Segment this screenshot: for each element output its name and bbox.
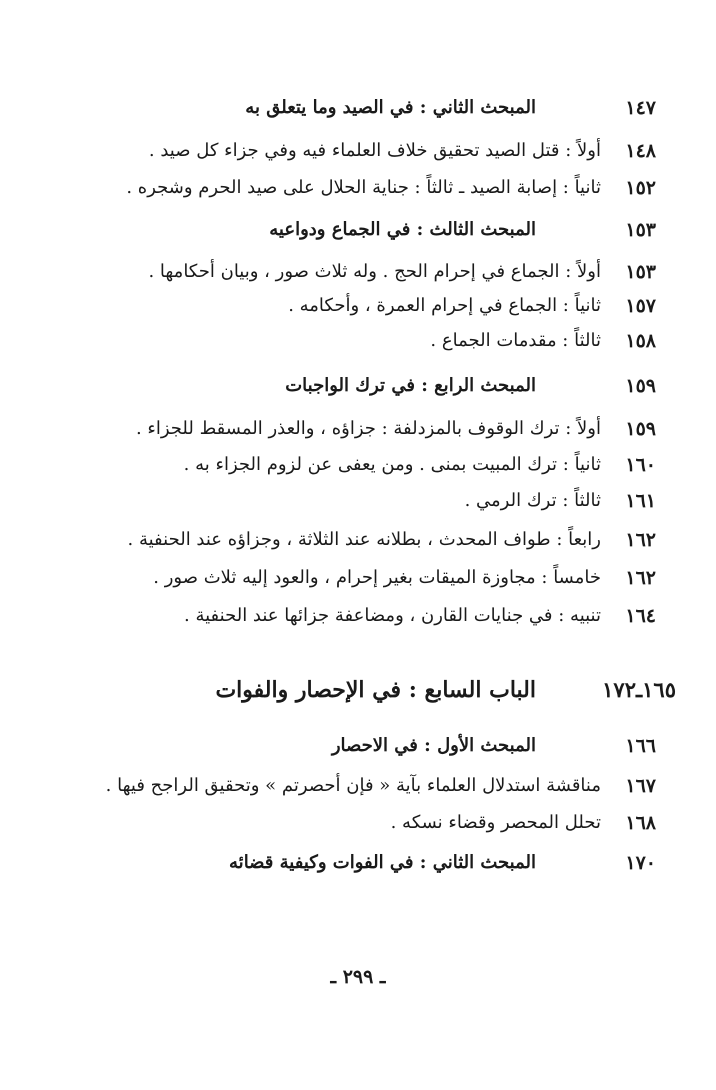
page-number: ١٥٢ (625, 177, 656, 199)
entry-text: ثالثاً : مقدمات الجماع . (430, 330, 601, 351)
section-heading: المبحث الرابع : في ترك الواجبات (285, 375, 536, 396)
toc-entry-row (0, 483, 716, 519)
section-heading: المبحث الثالث : في الجماع ودواعيه (269, 219, 536, 240)
page-footer-number: ـ ٢٩٩ ـ (330, 966, 386, 988)
page-number: ١٦١ (625, 490, 656, 512)
chapter-heading: الباب السابع : في الإحصار والفوات (215, 677, 536, 703)
page-number: ١٦٠ (625, 454, 656, 476)
toc-entry-row (0, 805, 716, 841)
entry-text: أولاً : ترك الوقوف بالمزدلفة : جزاؤه ، والعذر المسقط للجزاء . (135, 418, 601, 439)
entry-text: خامساً : مجاوزة الميقات بغير إحرام ، والعود إليه ثلاث صور . (153, 567, 601, 588)
toc-entry-row (0, 411, 716, 447)
toc-heading-row (0, 845, 716, 881)
entry-text: مناقشة استدلال العلماء بآية « فإن أحصرتم » وتحقيق الراجح فيها . (105, 775, 601, 796)
toc-heading-row (0, 90, 716, 126)
page-number: ١٧٠ (625, 852, 656, 874)
toc-heading-row (0, 212, 716, 248)
entry-text: أولاً : قتل الصيد تحقيق خلاف العلماء فيه وفي جزاء كل صيد . (148, 140, 601, 161)
page-range: ١٦٥ـ١٧٢ (602, 677, 676, 702)
entry-text: ثانياً : ترك المبيت بمنى . ومن يعفى عن لزوم الجزاء به . (183, 454, 601, 475)
page-number: ١٤٨ (625, 140, 656, 162)
entry-text: أولاً : الجماع في إحرام الحج . وله ثلاث صور ، وبيان أحكامها . (148, 261, 601, 282)
page-number: ١٥٨ (625, 330, 656, 352)
entry-text: ثالثاً : ترك الرمي . (464, 490, 601, 511)
page-number: ١٥٩ (625, 418, 656, 440)
toc-entry-row (0, 323, 716, 359)
chapter-heading-row (0, 672, 716, 708)
entry-text: رابعاً : طواف المحدث ، بطلانه عند الثلاثة ، وجزاؤه عند الحنفية . (127, 529, 601, 550)
entry-text: تحلل المحصر وقضاء نسكه . (390, 812, 601, 833)
toc-entry-row (0, 598, 716, 634)
toc-entry-row (0, 254, 716, 290)
page-number: ١٦٢ (625, 529, 656, 551)
toc-entry-row (0, 560, 716, 596)
section-heading: المبحث الأول : في الاحصار (331, 735, 536, 756)
page-number: ١٦٤ (625, 605, 656, 627)
page-number: ١٤٧ (625, 97, 656, 119)
page-number: ١٥٧ (625, 295, 656, 317)
toc-entry-row (0, 133, 716, 169)
page-number: ١٥٣ (625, 261, 656, 283)
entry-text: تنبيه : في جنايات القارن ، ومضاعفة جزائها عند الحنفية . (184, 605, 601, 626)
page-number: ١٥٩ (625, 375, 656, 397)
toc-entry-row (0, 447, 716, 483)
entry-text: ثانياً : الجماع في إحرام العمرة ، وأحكامه . (288, 295, 601, 316)
page-number: ١٦٨ (625, 812, 656, 834)
page-number: ١٦٦ (625, 735, 656, 757)
page-number: ١٦٧ (625, 775, 656, 797)
section-heading: المبحث الثاني : في الفوات وكيفية قضائه (229, 852, 536, 873)
page-number: ١٦٢ (625, 567, 656, 589)
entry-text: ثانياً : إصابة الصيد ـ ثالثاً : جناية الحلال على صيد الحرم وشجره . (126, 177, 601, 198)
toc-entry-row (0, 768, 716, 804)
toc-entry-row (0, 288, 716, 324)
toc-entry-row (0, 170, 716, 206)
section-heading: المبحث الثاني : في الصيد وما يتعلق به (245, 97, 536, 118)
toc-heading-row (0, 368, 716, 404)
toc-entry-row (0, 522, 716, 558)
toc-heading-row (0, 728, 716, 764)
page-number: ١٥٣ (625, 219, 656, 241)
